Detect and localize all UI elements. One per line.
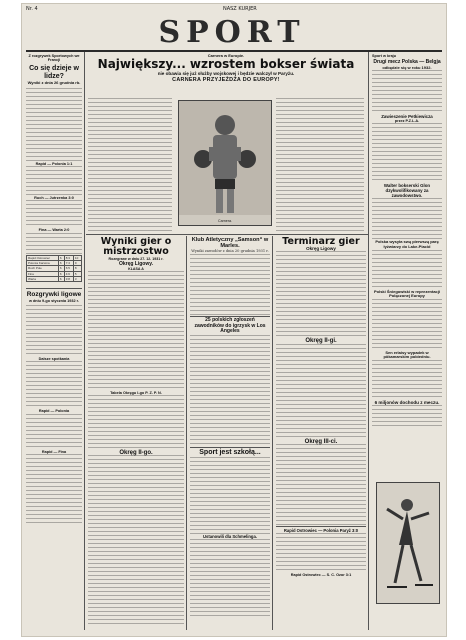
- fixtures-list: [276, 444, 366, 526]
- match-income-headline: 6 miljonów dochodu z meczu.: [374, 400, 440, 406]
- column-divider: [368, 52, 369, 630]
- olympic-headline: 25 polskich zgłoszeń zawodników do igrzysk w Los Angeles: [190, 316, 270, 335]
- left-section-title: Z rozgrywek Sportowych we Francji: [28, 54, 80, 63]
- table-row: Ruch Pole 6 6:5 8: [27, 266, 82, 271]
- column-divider: [186, 236, 187, 630]
- table-row: Fina 6 4:6 5: [27, 271, 82, 276]
- match-result: Ruch — Jutrzenka 3:0: [34, 196, 74, 201]
- article-text: [26, 88, 82, 162]
- boxer-disqualified-headline: Walter bokserski Glon dzykwolifikowany za zawodowstwo.: [383, 183, 431, 199]
- league-subheadline: Wyniki z dnia 26 grudnia rb.: [27, 79, 81, 85]
- masthead-rule: [26, 50, 442, 52]
- newspaper-page: [22, 4, 446, 636]
- carnera-subheadline: nie obawia się już służby wojskowej i będzie walczył w Paryżu.: [157, 71, 295, 77]
- section-subhead: Rapid — Fina: [41, 449, 67, 454]
- results-list: [88, 455, 184, 625]
- article-text: [372, 360, 442, 400]
- page-header-line: [26, 6, 442, 14]
- league-games-subheadline: w dniu 9-go stycznia 1932 r.: [28, 298, 79, 303]
- article-text: [26, 361, 82, 409]
- section-subhead: Dalsze spotkania: [38, 357, 70, 362]
- fixtures-list: [276, 251, 366, 339]
- article-text: [26, 305, 82, 357]
- rapid-match-headline: Rapid Ostrowiec — Polonia Paryż 3:0: [276, 526, 366, 533]
- column-divider: [272, 236, 273, 630]
- league-games-headline: Rozgrywki ligowe: [26, 288, 82, 299]
- match-result: Fina — Warta 2:0: [38, 228, 70, 233]
- fixtures-group: Okręg II-gi.: [305, 338, 337, 345]
- fixtures-headline: Terminarz gier: [282, 237, 360, 247]
- article-text: [190, 254, 270, 316]
- rapid-match-subheadline: Rapid Ostrowiec — S. C. Ozor 3:1: [290, 572, 352, 577]
- skater-figure-icon: [377, 483, 439, 603]
- section-rule: [86, 234, 368, 235]
- fixtures-group: Okręg Ligowy: [306, 246, 336, 251]
- article-text: [26, 166, 82, 196]
- photo-caption: Carnera.: [218, 219, 232, 223]
- match-result: Rapid — Polonia 1:1: [35, 161, 73, 166]
- table-row: Polonia Karwina 6 7:4 9: [27, 261, 82, 266]
- carnera-kicker: CARNERA PRZYJEŻDŻA DO EUROPY!: [172, 76, 280, 83]
- section-subhead: Rapid — Polonia: [38, 409, 70, 414]
- results-list: [88, 271, 184, 391]
- article-text: [276, 98, 364, 232]
- article-text: [26, 233, 82, 255]
- results-group: Okręg II-go.: [119, 450, 153, 457]
- results-headline: Wyniki gier o mistrzostwo: [100, 237, 172, 257]
- league-headline: Co się dzieje w lidze?: [29, 64, 79, 80]
- left-column: [26, 54, 82, 634]
- suspension-subheadline: przez P.Z.L.A.: [394, 119, 420, 124]
- newspaper-name: NASZ KURJER: [222, 6, 257, 12]
- europe-team-headline: Polski Śniegowiski w reprezentacji Połączonej Europy: [373, 288, 441, 299]
- belgium-subheadline: odbędzie się w roku 1932.: [382, 64, 432, 70]
- league-table: [26, 255, 82, 282]
- skater-photo: [376, 482, 440, 604]
- boxer-figure-icon: [179, 101, 271, 215]
- article-text: [190, 457, 270, 535]
- article-text: [190, 335, 270, 447]
- page-number: Nr. 4: [26, 6, 38, 12]
- article-text: [26, 414, 82, 450]
- article-text: [372, 70, 442, 114]
- article-text: [190, 539, 270, 619]
- article-text: [88, 98, 172, 232]
- table-row: Rapid Ostrowiec 6 8:3 10: [27, 255, 82, 260]
- carnera-section: Carnera w Europie.: [207, 54, 245, 58]
- middle-column: [190, 237, 270, 633]
- right-section-title: Sport w kraju: [372, 54, 397, 58]
- boxer-photo: [178, 100, 272, 226]
- club-lead: Wyniki zawodów z dnia 20 grudnia 1931 r.: [191, 249, 269, 254]
- results-group: Okręg Ligowy.: [118, 261, 154, 268]
- standings-title: Tabela Okręgu I-go P. Z. P. N.: [110, 390, 162, 395]
- article-text: [276, 533, 366, 573]
- standings-list: [88, 395, 184, 449]
- suspension-headline: Zawieszenie Petkiewicza: [381, 114, 433, 120]
- schmeling-subheadline: Ustanowili dla Schmelinga.: [203, 534, 257, 540]
- article-text: [26, 200, 82, 228]
- article-text: [372, 198, 442, 240]
- fixtures-list: [276, 344, 366, 440]
- article-text: [372, 250, 442, 290]
- belgium-headline: Drugi mecz Polska — Belgja: [373, 59, 441, 66]
- carnera-headline: Największy... wzrostem bokser świata: [97, 57, 355, 72]
- article-text: [26, 454, 82, 524]
- club-headline: Klub Atletyczny „Samson“ w Marles.: [191, 237, 269, 250]
- table-row: Warta 6 3:8 3: [27, 276, 82, 281]
- results-date: Rozegrane w dniu 27. 12. 1931 r.: [108, 257, 164, 261]
- fixtures-group: Okręg III-ci.: [304, 438, 338, 445]
- column-divider: [84, 52, 85, 630]
- results-column: [88, 237, 184, 633]
- accident-headline: Sen erlaisy wypadek w pökamarskim pobiedniu.: [383, 349, 431, 360]
- article-text: [372, 405, 442, 429]
- skaters-headline: Polska wysyła swą pierwszą parę łyżwiarzy do Lake-Placid: [375, 239, 439, 250]
- fixtures-column: [276, 237, 366, 633]
- sport-masthead: SPORT: [158, 14, 306, 50]
- article-text: [372, 123, 442, 183]
- article-text: [372, 299, 442, 351]
- results-class: KLASA A: [128, 266, 144, 271]
- school-headline: Sport jest szkołą...: [190, 447, 270, 457]
